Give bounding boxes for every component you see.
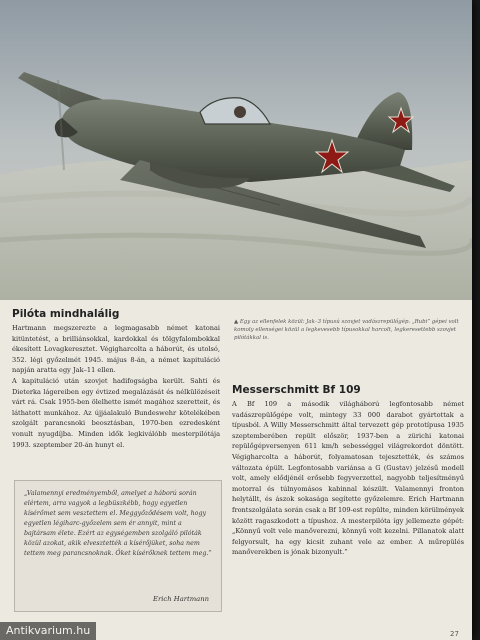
section-heading-pilot: Pilóta mindhalálig xyxy=(12,308,120,320)
yak-3-fighter-painting xyxy=(0,0,472,300)
aircraft-illustration xyxy=(0,0,472,300)
quote-box xyxy=(14,480,222,612)
paragraph-bf109: A Bf 109 a második világháború legfontosabb német vadászrepülőgépe volt, mintegy 33 000 darabot gyártottak a típusból. A Willy Messerschmitt által tervezett gép prototípusa 1935 szeptemberében repült először, 1937-ben a zürichi katonai repülőgépversenyen 611 km/h sebességgel világrekordot döntött. Végigharcolta a háborút, folyamatosan tejesztették, és számos változata épült. Legfontosabb variánsa a G (Gustav) jelzésű modell volt, amely elődjénél erősebb fegyverzettel, nagyobb teljesítményű motorral és túlnyomásos kabinnal készült. Valamennyi fronton helytállt, és ászok sokasága segítette győzelemre. Erich Hartmann frontszolgálata során csak a Bf 109-est repülte, minden körülmények között ragaszkodott a típushoz. A mesterpilóta így jellemezte gépét: „Könnyű volt vele manőverezni, könnyű volt kezelni. Pillanatok alatt felgyorsult, ha egy kicsit zuhant vele az ember. A műrepülés manőverekben is jónak bizonyult.” xyxy=(232,400,464,557)
watermark: Antikvarium.hu xyxy=(0,622,96,640)
paragraph-2: A kapituláció után szovjet hadifogságba került. Sahti és Dieterka lágereiben egy évtized megalázását és nélkülözéseit várt rá. Csak 1955-ben ölelhette ismét magához szeretteit, és láthatott munkához. Az újjáalakuló Bundeswehr kötelékében szolgált parancsnoki beosztásban, 1970-ben ezredesként vonult nyugdíjba. Minden idők legkiválóbb mesterpilótája 1993. szeptember 20-án hunyt el. xyxy=(12,376,220,449)
section-heading-bf109: Messerschmitt Bf 109 xyxy=(232,384,361,396)
image-caption: ▲ Egy az ellenfelek közül: Jak–3 típusú szovjet vadászrepülőgép. „Rubi” gépei volt komoly ellenségei közül a legkevesebb típusokkal harcolt, legkeresettebb szovjet pilótákkal is. xyxy=(234,319,459,341)
quote-author: Erich Hartmann xyxy=(153,595,209,603)
paragraph-1: Hartmann megszerezte a legmagasabb német katonai kitüntetést, a brilliánsokkal, kardokkal és tölgyfalombokkal ékesített Lovagkeresztet. Végigharcolta a háborút, és utolsó, 352. légi győzelmét 1945. május 8-án, a német kapituláció napján aratta egy Jak–11 ellen. xyxy=(12,324,220,375)
quote-text: „Valamennyi eredményemből, amelyet a háború során elértem, arra vagyok a legbüszkébb, hogy egyetlen kísérőmet sem vesztettem el. Meggyőződésem volt, hogy egyetlen légiharc-győzelem sem ér annyit, mint a bajtársam élete. Ezért az egységemben szolgáló pilóták közül azokat, akik elvesztették a kísérőjüket, soha nem tettem meg parancsnoknak. Őket kísérőknek tettem meg.” xyxy=(24,490,212,557)
right-column xyxy=(232,318,464,558)
left-column xyxy=(12,308,220,450)
page-number: 27 xyxy=(450,630,459,638)
